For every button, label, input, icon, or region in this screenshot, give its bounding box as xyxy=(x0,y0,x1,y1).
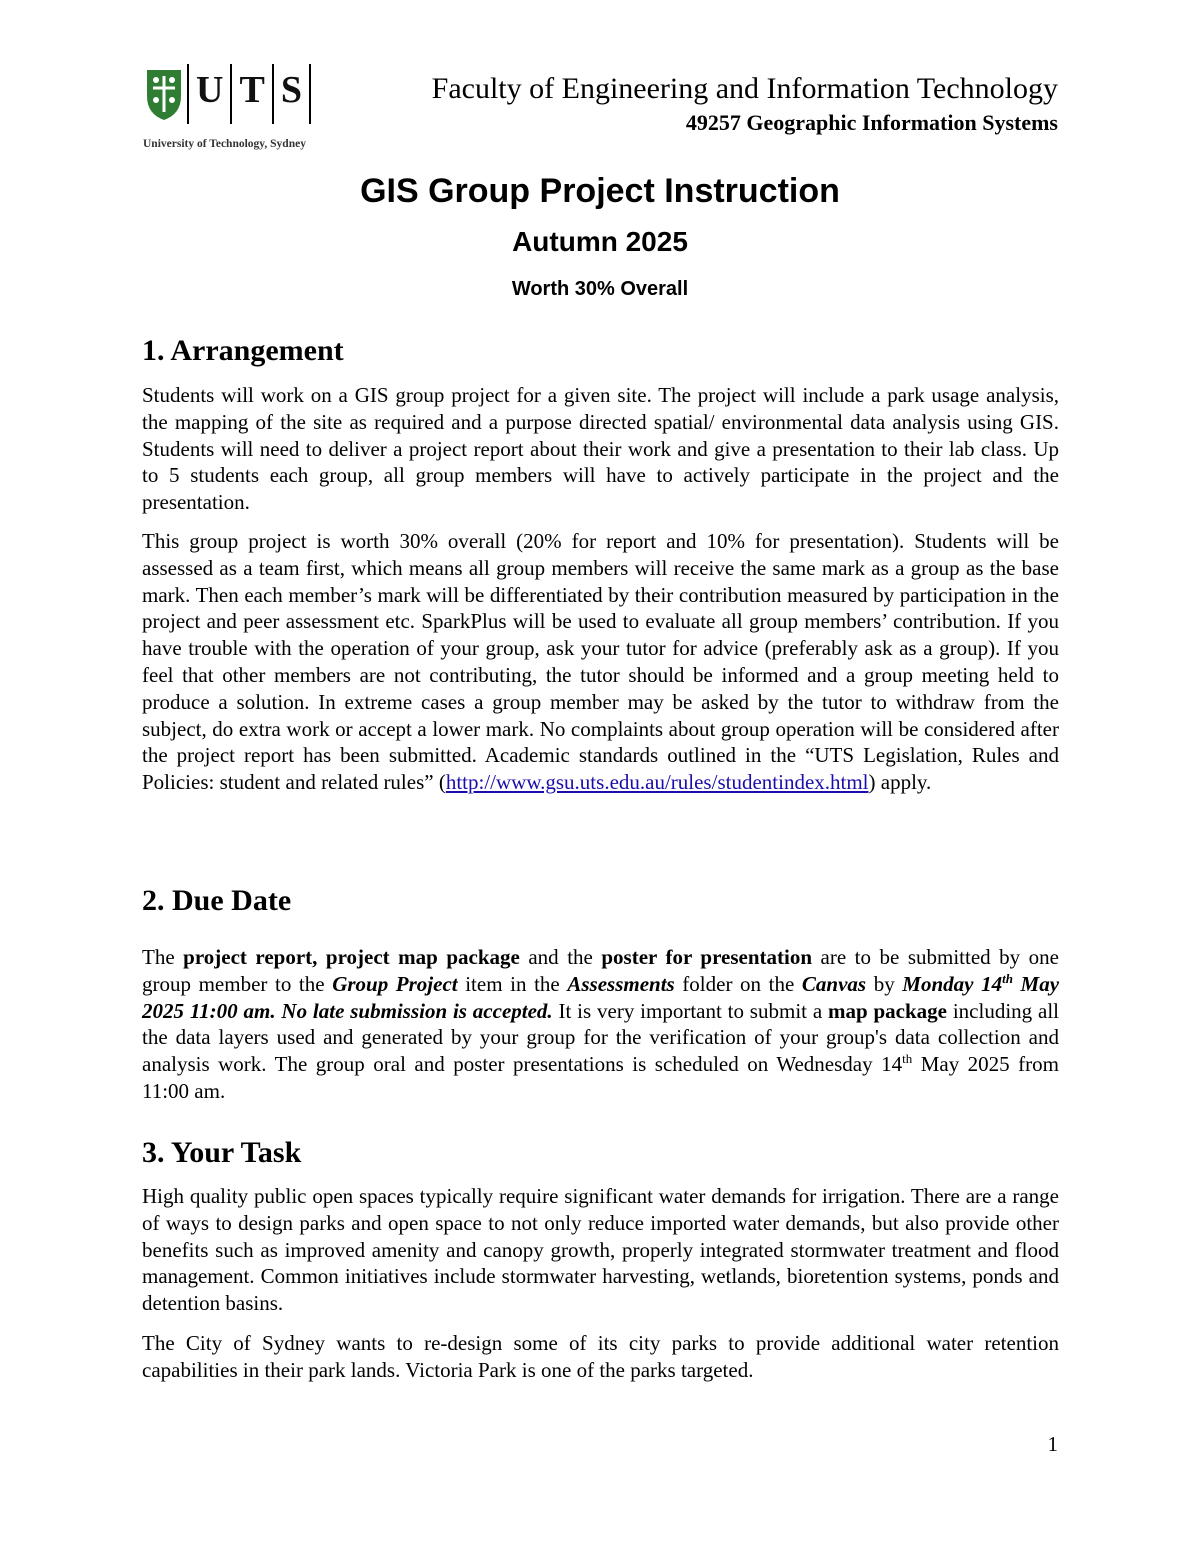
due-text-2: and the xyxy=(519,945,602,969)
due-bold-map-package: map package xyxy=(827,998,947,1023)
logo-letter-t: T xyxy=(239,69,265,111)
due-assessments: Assessments xyxy=(567,971,675,996)
document-title: GIS Group Project Instruction xyxy=(360,172,840,210)
due-text-6: by xyxy=(866,971,903,996)
due-canvas: Canvas xyxy=(801,971,867,996)
due-presentation-sup: th xyxy=(902,1051,913,1067)
heading-arrangement: 1. Arrangement xyxy=(142,334,344,367)
heading-your-task: 3. Your Task xyxy=(142,1136,302,1169)
uts-logo xyxy=(143,64,313,154)
arrangement-paragraph-2-text: This group project is worth 30% overall (20% for report and 10% for presentation). Students will be assessed as a team first, which means all group members will receive the same mark as a group as the base mark. Then each member’s mark will be differentiated by their contribution measured by participation in the project and peer assessment etc. SparkPlus will be used to evaluate all group members’ contribution. If you have trouble with the operation of your group, ask your tutor for advice (preferably ask as a group). If you feel that other members are not contributing, the tutor should be informed and a group meeting held to produce a solution. In extreme cases a group member may be asked by the tutor to withdraw from the subject, do extra work or accept a lower mark. No complaints about group operation will be considered after the project report has been submitted. Academic standards outlined in the “UTS Legislation, Rules and Policies: student and related rules” ( xyxy=(142,529,1059,795)
logo-caption: University of Technology, Sydney xyxy=(143,138,306,150)
faculty-name: Faculty of Engineering and Information Technology xyxy=(431,72,1058,105)
uts-crest-icon xyxy=(143,66,185,122)
due-text-3: are to be submitted by one group member to the xyxy=(142,945,1059,996)
due-date-paragraph xyxy=(142,944,1059,1105)
due-text-7: It is very important to submit a xyxy=(552,998,828,1023)
worth-label: Worth 30% Overall xyxy=(511,278,689,300)
arrangement-paragraph-1: Students will work on a GIS group project for a given site. The project will include a park usage analysis, the mapping of the site as required and a purpose directed spatial/ environmental data analysis using GIS. Students will need to deliver a project report about their work and give a presentation to their lab class. Up to 5 students each group, all group members will have to actively participate in the project and the presentation. xyxy=(142,383,1059,515)
due-text-8: including all the data layers used and generated by your group for the verification of your group's data collection and analysis work. The group oral and poster presentations is scheduled on Wednesday 14 xyxy=(142,998,1059,1077)
due-bold-report: project report, project map package xyxy=(183,945,520,969)
task-paragraph-1: High quality public open spaces typically require significant water demands for irrigation. There are a range of ways to design parks and open space to not only reduce imported water demands, but also provide other benefits such as improved amenity and canopy growth, properly integrated stormwater treatment and flood management. Common initiatives include stormwater harvesting, wetlands, bioretention systems, ponds and detention basins. xyxy=(142,1184,1059,1316)
logo-letter-u: U xyxy=(196,69,224,111)
due-date-rest: May 2025 11:00 am. No late submission is accepted. xyxy=(142,971,1060,1023)
task-paragraph-2: The City of Sydney wants to re-design some of its city parks to provide additional water retention capabilities in their park lands. Victoria Park is one of the parks targeted. xyxy=(142,1331,1059,1382)
arrangement-paragraph-2 xyxy=(142,528,1059,796)
rules-link[interactable]: http://www.gsu.uts.edu.au/rules/studentindex.html xyxy=(445,770,869,795)
logo-letter-s: S xyxy=(280,69,302,111)
due-date-day: Monday 14 xyxy=(902,971,1003,996)
due-date-sup: th xyxy=(1002,970,1013,986)
page-number: 1 xyxy=(1047,1432,1058,1456)
due-bold-poster: poster for presentation xyxy=(601,945,813,969)
due-text-1: The xyxy=(142,945,184,969)
due-text-5: folder on the xyxy=(674,971,802,996)
due-text-9: May 2025 from 11:00 am. xyxy=(142,1052,1059,1103)
unit-title: 49257 Geographic Information Systems xyxy=(685,110,1058,135)
session-title: Autumn 2025 xyxy=(512,226,688,257)
arrangement-paragraph-2-end: ) apply. xyxy=(868,770,932,795)
due-group-project: Group Project xyxy=(332,971,458,996)
heading-due-date: 2. Due Date xyxy=(142,884,292,917)
logo-wordmark xyxy=(187,64,311,124)
due-text-4: item in the xyxy=(457,971,568,996)
